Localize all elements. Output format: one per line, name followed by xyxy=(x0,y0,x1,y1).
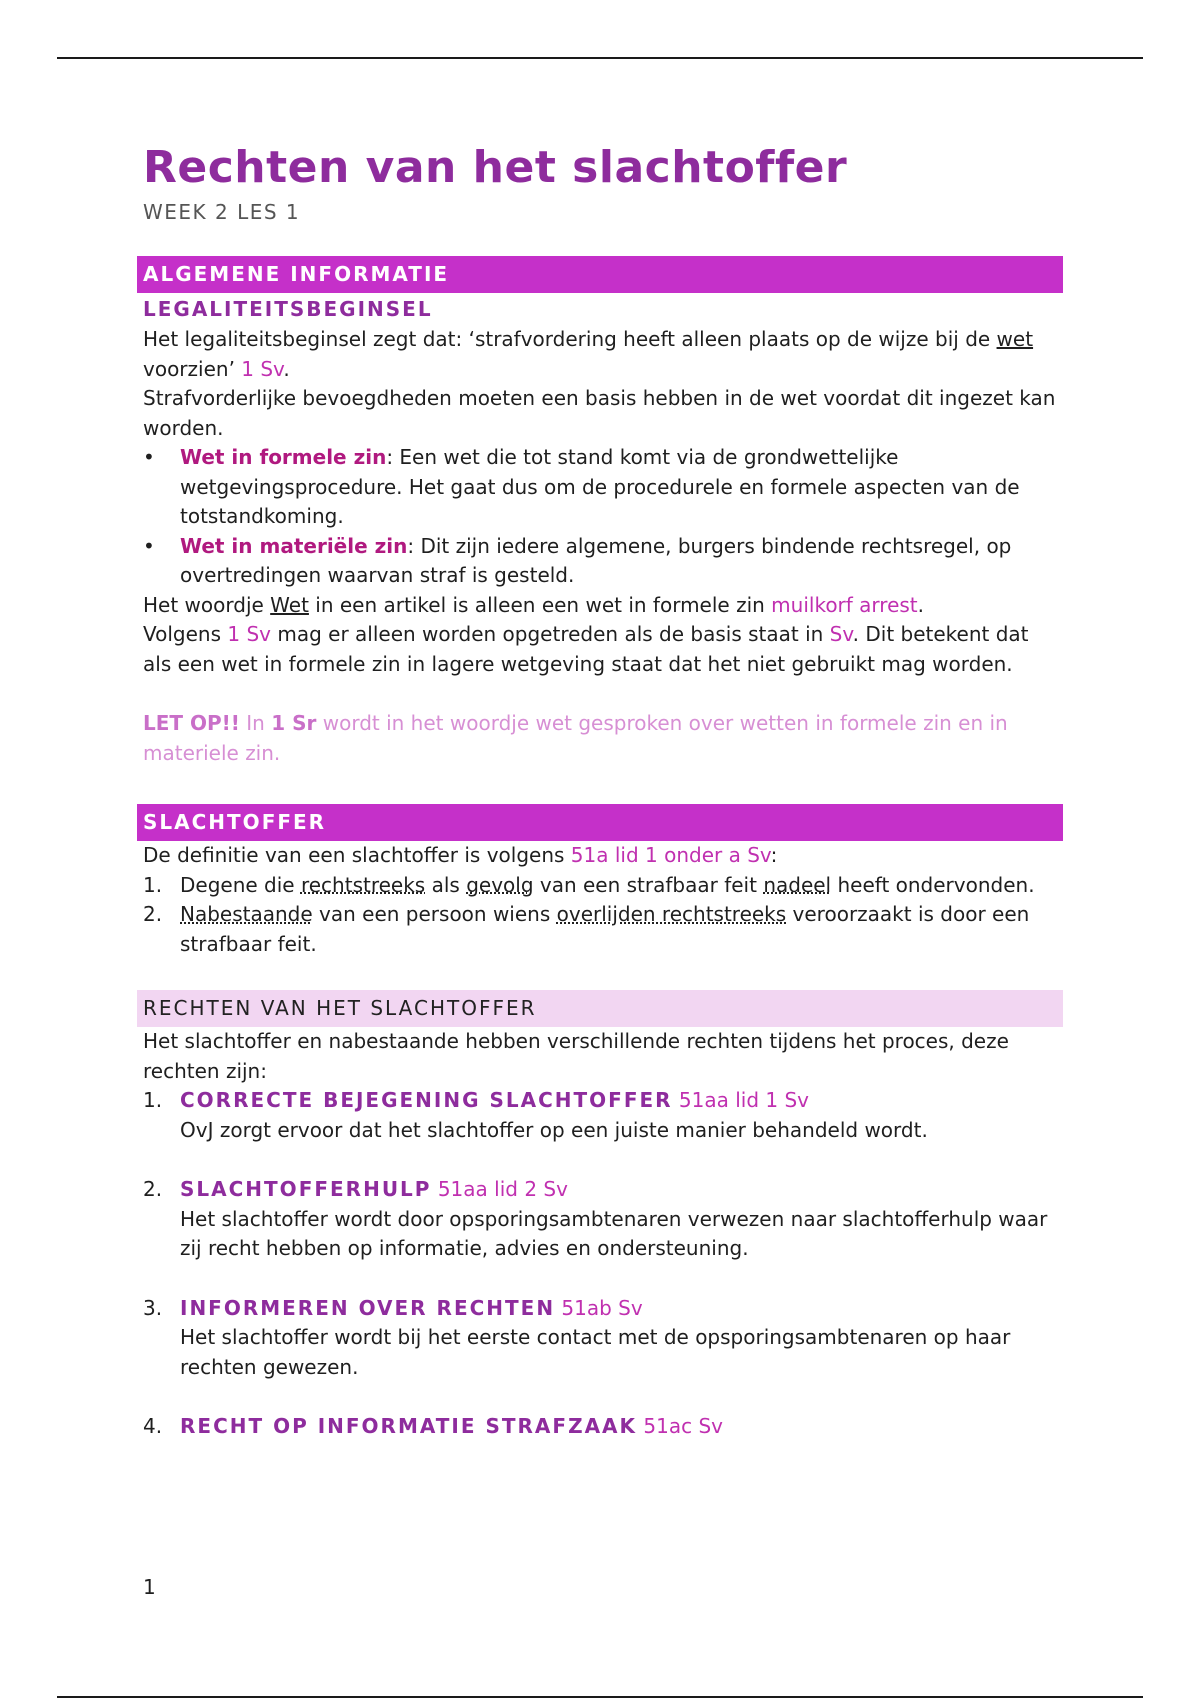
heading-legaliteitsbeginsel: LEGALITEITSBEGINSEL xyxy=(143,297,433,321)
page-subtitle: WEEK 2 LES 1 xyxy=(143,200,301,224)
numbered-list xyxy=(143,871,1063,960)
list-item xyxy=(143,900,1063,959)
list-number: 3. xyxy=(143,1295,163,1320)
text: . xyxy=(917,592,925,617)
right-title: INFORMEREN OVER RECHTEN xyxy=(180,1295,556,1320)
note-let-op xyxy=(143,709,1063,768)
text: van een persoon wiens xyxy=(312,902,557,926)
bottom-rule xyxy=(57,1696,1143,1698)
dotted-underlined-word: rechtstreeks xyxy=(300,872,426,897)
list-item xyxy=(143,443,1063,532)
dotted-underlined-word: Nabestaande xyxy=(180,902,313,926)
right-title: SLACHTOFFERHULP xyxy=(180,1177,432,1201)
right-description: OvJ zorgt ervoor dat het slachtoffer op een juiste manier behandeld wordt. xyxy=(180,1117,928,1142)
text: mag er alleen worden opgetreden als de basis staat in xyxy=(271,622,830,646)
text: : xyxy=(770,843,778,867)
article-reference: Sv xyxy=(829,622,853,646)
text: van een strafbaar feit xyxy=(533,872,764,897)
list-item xyxy=(143,532,1063,591)
page-number: 1 xyxy=(143,1575,156,1599)
list-number: 1. xyxy=(143,872,163,897)
note-label: LET OP!! xyxy=(143,711,240,735)
dotted-underlined-word: overlijden rechtstreeks xyxy=(556,902,787,926)
article-reference: 51aa lid 2 Sv xyxy=(437,1177,568,1201)
dotted-underlined-word: gevolg xyxy=(466,872,534,897)
text: heeft ondervonden. xyxy=(831,872,1035,897)
article-reference: 51a lid 1 onder a Sv xyxy=(570,843,771,867)
text: . xyxy=(283,356,290,381)
text: wordt in het woordje wet gesproken over wetten in formele zin en in materiele zin. xyxy=(143,711,1008,765)
right-item xyxy=(143,1175,1063,1264)
text: Het legaliteitsbeginsel zegt dat: ‘strafvordering heeft alleen plaats op de wijze bij de xyxy=(143,327,997,351)
term: Wet in materiële zin xyxy=(180,533,408,558)
paragraph-woordje-wet xyxy=(143,591,1063,621)
text: Degene die xyxy=(180,872,301,897)
underlined-word: Wet xyxy=(270,592,309,617)
case-reference: muilkorf arrest xyxy=(771,592,918,617)
section-band-rechten: RECHTEN VAN HET SLACHTOFFER xyxy=(137,990,1063,1027)
section-band-slachtoffer: SLACHTOFFER xyxy=(137,804,1063,841)
page-title: Rechten van het slachtoffer xyxy=(143,142,848,193)
article-reference: 51ab Sv xyxy=(561,1295,643,1320)
right-item xyxy=(143,1086,1063,1145)
underlined-word: wet xyxy=(996,327,1034,351)
text: Volgens xyxy=(143,622,228,646)
definition: : Dit zijn iedere algemene, burgers bindende rechtsregel, op overtredingen waarvan straf is gesteld. xyxy=(180,533,1012,587)
document-body xyxy=(143,140,1063,1442)
right-title: RECHT OP INFORMATIE STRAFZAAK xyxy=(180,1414,638,1438)
text: veroorzaakt is door een strafbaar feit. xyxy=(180,902,1030,956)
text: De definitie van een slachtoffer is volgens xyxy=(143,843,571,867)
paragraph-rechten-intro: Het slachtoffer en nabestaande hebben verschillende rechten tijdens het proces, deze rechten zijn: xyxy=(143,1029,1009,1083)
text: in een artikel is alleen een wet in formele zin xyxy=(308,592,772,617)
list-number: 2. xyxy=(143,1177,163,1201)
right-title: CORRECTE BEJEGENING SLACHTOFFER xyxy=(180,1088,673,1112)
text: . Dit betekent dat als een wet in formele zin in lagere wetgeving staat dat het niet gebruikt mag worden. xyxy=(143,622,1029,676)
rights-list xyxy=(143,1086,1063,1442)
list-number: 2. xyxy=(143,902,163,926)
list-number: 4. xyxy=(143,1414,163,1438)
right-description: Het slachtoffer wordt bij het eerste contact met de opsporingsambtenaren op haar rechten gewezen. xyxy=(180,1325,1011,1379)
article-reference: 1 Sv xyxy=(241,356,284,381)
text: voorzien’ xyxy=(143,356,242,381)
top-rule xyxy=(57,57,1143,59)
section-band-algemene-informatie: ALGEMENE INFORMATIE xyxy=(137,256,1063,293)
article-reference: 1 Sr xyxy=(271,711,317,735)
article-reference: 1 Sv xyxy=(227,622,271,646)
article-reference: 51ac Sv xyxy=(643,1414,723,1438)
term: Wet in formele zin xyxy=(180,445,387,469)
text: als xyxy=(425,872,467,897)
definition: : Een wet die tot stand komt via de grondwettelijke wetgevingsprocedure. Het gaat dus om de procedurele en formele aspecten van de totstandkoming. xyxy=(180,445,1020,528)
article-reference: 51aa lid 1 Sv xyxy=(678,1088,810,1112)
list-number: 1. xyxy=(143,1088,163,1112)
paragraph-definitie xyxy=(143,841,1063,871)
dotted-underlined-word: nadeel xyxy=(763,872,832,897)
right-item xyxy=(143,1294,1063,1383)
text: In xyxy=(239,711,272,735)
text: Het woordje xyxy=(143,592,271,617)
right-item xyxy=(143,1412,1063,1442)
paragraph-bevoegdheden: Strafvorderlijke bevoegdheden moeten een basis hebben in de wet voordat dit ingezet kan worden. xyxy=(143,386,1056,440)
list-item xyxy=(143,871,1063,901)
paragraph-legaliteit xyxy=(143,325,1063,384)
bullet-list xyxy=(143,443,1063,591)
right-description: Het slachtoffer wordt door opsporingsambtenaren verwezen naar slachtofferhulp waar zij recht hebben op informatie, advies en ondersteuning. xyxy=(180,1206,1048,1260)
paragraph-volgens xyxy=(143,620,1063,679)
